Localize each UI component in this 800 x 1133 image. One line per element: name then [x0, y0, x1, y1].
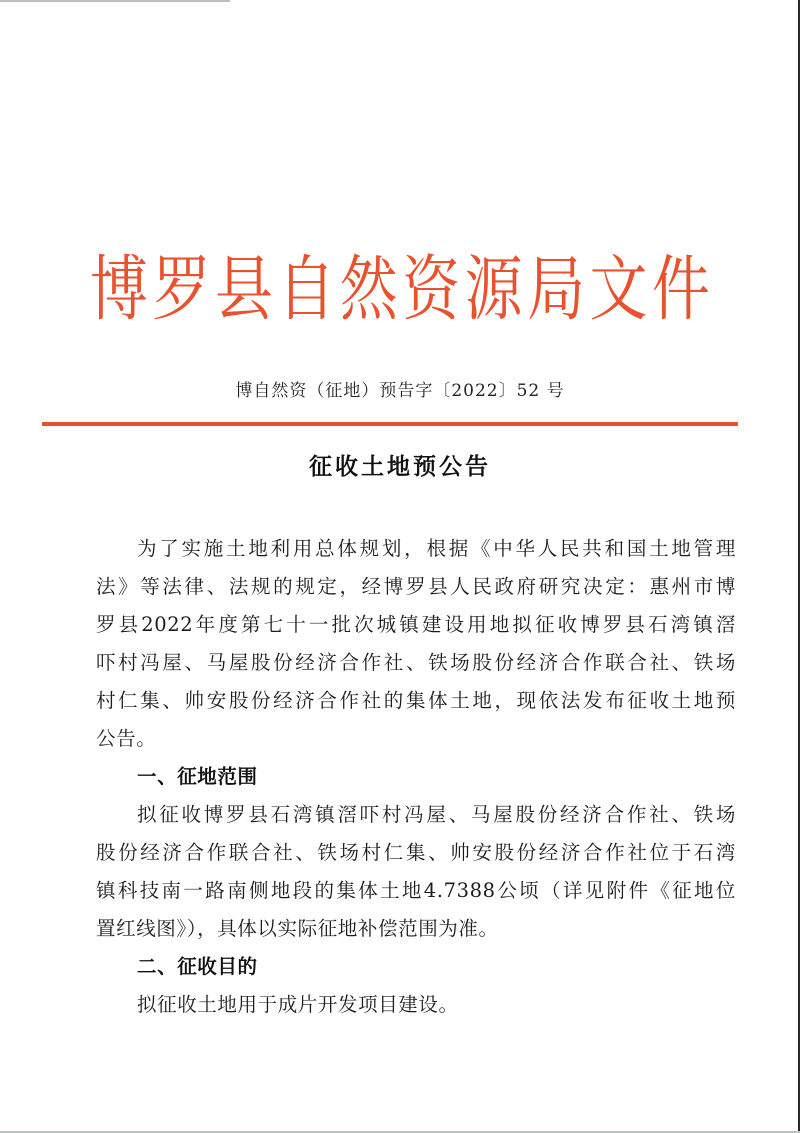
paragraph-line: 法》等法律、法规的规定，经博罗县人民政府研究决定：惠州市博	[96, 575, 736, 598]
document-number: 博自然资（征地）预告字〔2022〕52 号	[235, 381, 565, 401]
section-heading: 二、征收目的	[137, 955, 258, 978]
masthead-char: 自	[277, 247, 336, 331]
paragraph-line: 为了实施土地利用总体规划，根据《中华人民共和国土地管理	[137, 537, 736, 560]
paragraph-line: 吓村冯屋、马屋股份经济合作社、铁场股份经济合作联合社、铁场	[96, 651, 736, 674]
paragraph-line: 拟征收博罗县石湾镇滘吓村冯屋、马屋股份经济合作社、铁场	[137, 803, 736, 826]
masthead-char: 局	[527, 247, 586, 331]
masthead-char: 罗	[152, 247, 211, 331]
document-body	[96, 530, 736, 1024]
masthead-char: 资	[402, 247, 461, 331]
paragraph-line: 置红线图》），具体以实际征地补偿范围为准。	[96, 917, 499, 940]
masthead-char: 源	[464, 247, 523, 331]
scan-edge-top	[0, 0, 230, 2]
issuer-masthead	[90, 248, 710, 330]
paragraph-line: 股份经济合作联合社、铁场村仁集、帅安股份经济合作社位于石湾	[96, 841, 736, 864]
paragraph-line: 罗县2022年度第七十一批次城镇建设用地拟征收博罗县石湾镇滘	[96, 613, 736, 636]
paragraph-line: 拟征收土地用于成片开发项目建设。	[137, 993, 459, 1016]
masthead-char: 然	[339, 247, 398, 331]
masthead-char: 县	[214, 247, 273, 331]
paragraph-line: 镇科技南一路南侧地段的集体土地4.7388公顷（详见附件《征地位	[96, 879, 736, 902]
masthead-char: 文	[589, 247, 648, 331]
notice-title: 征收土地预公告	[309, 454, 491, 480]
red-divider	[42, 422, 738, 426]
paragraph-line: 村仁集、帅安股份经济合作社的集体土地，现依法发布征收土地预	[96, 689, 736, 712]
masthead-char: 博	[90, 247, 149, 331]
masthead-char: 件	[651, 247, 710, 331]
paragraph-line: 公告。	[96, 727, 157, 750]
section-heading: 一、征地范围	[137, 765, 258, 788]
